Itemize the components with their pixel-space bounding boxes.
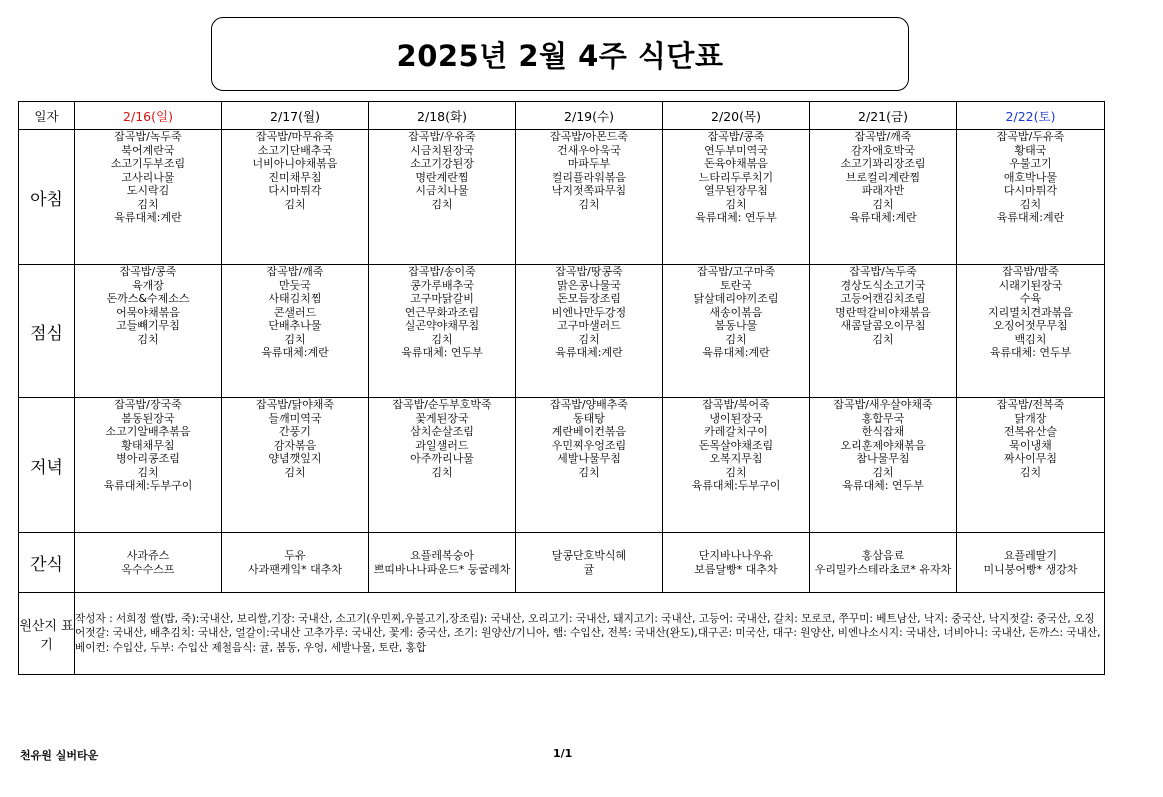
menu-item: 만둣국: [279, 278, 311, 292]
menu-item: 잡곡밥/깨죽: [266, 265, 324, 278]
lunch-label: 점심: [19, 265, 75, 398]
menu-item: 전복유산슬: [1003, 425, 1058, 438]
menu-item: 세발나물무침: [557, 452, 621, 465]
dinner-label: 저녁: [19, 398, 75, 533]
menu-item: 진미채무침: [268, 170, 322, 184]
menu-item: 콩가루배추국: [410, 278, 474, 292]
snack-cell-sun: [75, 533, 222, 593]
menu-item: 소고기알배추볶음: [105, 425, 191, 438]
menu-item: 육류대체:두부구이: [691, 479, 781, 492]
breakfast-cell-sun: [75, 130, 222, 265]
menu-item: 수육: [1019, 292, 1042, 305]
menu-item: 봄동나물: [714, 319, 758, 332]
menu-item: 잡곡밥/새우살야채죽: [833, 398, 933, 411]
dinner-cell-sun: [75, 398, 222, 533]
breakfast-row: [19, 130, 1105, 265]
menu-item: 돈모듬장조림: [557, 292, 621, 305]
menu-item: 잡곡밥/북어죽: [702, 398, 770, 411]
menu-item: 육류대체:계란: [555, 346, 623, 359]
menu-item: 잡곡밥/밤죽: [1002, 265, 1059, 278]
menu-item: 김치: [872, 465, 894, 479]
menu-item: 새콤달콤오이무침: [840, 319, 926, 332]
menu-item: 요플레복숭아: [410, 549, 474, 562]
menu-item: 명란계란찜: [415, 170, 469, 184]
menu-item: 김치: [1019, 465, 1042, 479]
menu-item: 육류대체:계란: [849, 211, 917, 224]
menu-item: 육류대체:계란: [114, 211, 182, 224]
menu-item: 미니붕어빵* 생강차: [983, 562, 1078, 576]
breakfast-cell-fri: [810, 130, 957, 265]
menu-item: 김치: [431, 197, 453, 211]
menu-item: 양념깻잎지: [268, 452, 322, 465]
page-title: 2025년 2월 4주 식단표: [396, 38, 724, 73]
menu-item: 계란베이컨볶음: [551, 425, 627, 438]
menu-item: 김치: [725, 197, 747, 211]
menu-item: 육류대체: 연두부: [842, 479, 924, 492]
menu-item: 북어계란국: [121, 143, 175, 157]
menu-item: 너비아니야채볶음: [252, 157, 338, 170]
menu-item: 사태김치찜: [268, 292, 322, 305]
menu-item: 과일샐러드: [415, 438, 469, 452]
dinner-cell-wed: [516, 398, 663, 533]
breakfast-cell-tue: [369, 130, 516, 265]
day-header-sun: 2/16(일): [75, 102, 222, 130]
menu-item: 잡곡밥/순두부호박죽: [392, 398, 492, 411]
menu-item: 오징어젓무무침: [993, 319, 1068, 332]
day-header-thu: 2/20(목): [663, 102, 810, 130]
lunch-cell-mon: [222, 265, 369, 398]
menu-table: [18, 101, 1105, 675]
menu-item: 쁘띠바나나파운드* 둥굴레차: [373, 562, 511, 576]
menu-item: 꽃게된장국: [415, 411, 469, 425]
menu-item: 시금치된장국: [410, 143, 474, 157]
menu-item: 육류대체:계란: [702, 346, 770, 359]
menu-item: 우리밀카스테라초코* 유자차: [814, 562, 952, 576]
dinner-cell-thu: [663, 398, 810, 533]
snack-cell-fri: [810, 533, 957, 593]
snack-cell-sat: [957, 533, 1105, 593]
menu-item: 단배추나물: [268, 319, 322, 332]
lunch-row: [19, 265, 1105, 398]
menu-item: 카레갈치구이: [704, 425, 768, 438]
menu-item: 연두부미역국: [704, 143, 768, 157]
menu-item: 어묵야채볶음: [116, 305, 180, 319]
menu-item: 실곤약야채무침: [404, 319, 480, 332]
menu-item: 고사리나물: [121, 170, 175, 184]
snack-cell-mon: [222, 533, 369, 593]
origin-text: 작성자 : 서희정 쌀(밥, 죽):국내산, 보리쌀,기장: 국내산, 소고기(우민찌,우불고기,장조림): 국내산, 오리고기: 국내산, 돼지고기: 국내산, 고등어: 국내산, 갈치: 모로코, 쭈꾸미: 베트남산, 낙지: 중국산, 낙지젓갈: 중국산, 오징어젓갈: 국내산, 배추김치: 국내산, 얼갈이:국내산 고추가루: 국내산, 꽃게: 중국산, 조기: 원양산/기니아, 햄: 수입산, 전복: 국내산(완도),대구곤: 미국산, 대구: 원양산, 비엔나소시지: 국내산, 너비아니: 국내산, 돈까스: 국내산, 베이컨: 수입산, 두부: 수입산 제철음식: 귤, 봄동, 우엉, 세발나물, 토란, 홍합: [75, 593, 1105, 675]
menu-item: 달콩단호박식혜: [551, 549, 627, 562]
menu-item: 병아리콩조림: [116, 452, 180, 465]
menu-item: 우민찌우엉조림: [551, 438, 627, 452]
snack-cell-thu: [663, 533, 810, 593]
menu-item: 열무된장무침: [704, 184, 768, 197]
menu-item: 요플레딸기: [1003, 549, 1058, 562]
menu-item: 다시마튀각: [268, 184, 322, 197]
lunch-cell-wed: [516, 265, 663, 398]
menu-item: 돈육야채볶음: [704, 157, 768, 170]
menu-item: 아주까리나물: [410, 452, 474, 465]
menu-item: 김치: [431, 465, 453, 479]
menu-item: 보름달빵* 대추차: [694, 562, 778, 576]
menu-item: 잡곡밥/땅콩죽: [555, 265, 623, 278]
menu-item: 두유: [284, 549, 306, 562]
menu-item: 잡곡밥/고구마죽: [696, 265, 776, 278]
menu-item: 돈까스&수제소스: [106, 292, 190, 305]
menu-item: 옥수수스프: [121, 562, 175, 576]
menu-item: 잡곡밥/양배추죽: [549, 398, 629, 411]
day-header-tue: 2/18(화): [369, 102, 516, 130]
menu-item: 소고기단배추국: [257, 143, 333, 157]
menu-item: 돈목살야채조림: [698, 438, 774, 452]
menu-item: 연근무화과조림: [404, 305, 480, 319]
breakfast-cell-thu: [663, 130, 810, 265]
menu-item: 마파두부: [567, 157, 611, 170]
menu-item: 잡곡밥/전복죽: [996, 398, 1065, 411]
day-header-fri: 2/21(금): [810, 102, 957, 130]
menu-item: 잡곡밥/콩죽: [119, 265, 177, 278]
dinner-cell-tue: [369, 398, 516, 533]
menu-item: 잡곡밥/콩죽: [707, 130, 765, 143]
menu-item: 닭개장: [1014, 411, 1047, 425]
menu-item: 묵이냉채: [1009, 438, 1052, 452]
menu-item: 봄동된장국: [121, 411, 175, 425]
menu-item: 소고기꽈리장조림: [840, 157, 926, 170]
snack-row: [19, 533, 1105, 593]
menu-item: 맑은콩나물국: [557, 278, 621, 292]
title-box: [211, 17, 909, 91]
lunch-cell-sun: [75, 265, 222, 398]
menu-item: 고등어캔김치조림: [840, 292, 926, 305]
menu-item: 컬리플라워볶음: [551, 170, 627, 184]
menu-item: 경상도식소고기국: [840, 278, 926, 292]
menu-item: 우불고기: [1009, 157, 1052, 170]
menu-item: 김치: [872, 197, 894, 211]
menu-item: 김치: [137, 465, 159, 479]
menu-item: 고구마닭갈비: [410, 292, 474, 305]
dinner-cell-mon: [222, 398, 369, 533]
menu-item: 잡곡밥/마무유죽: [255, 130, 335, 143]
menu-item: 육류대체:계란: [261, 346, 329, 359]
menu-item: 김치: [725, 465, 747, 479]
menu-item: 소고기두부조림: [110, 157, 186, 170]
menu-item: 건새우아욱국: [557, 143, 621, 157]
dinner-cell-fri: [810, 398, 957, 533]
menu-item: 황태채무침: [121, 438, 175, 452]
menu-item: 잡곡밥/우유죽: [408, 130, 476, 143]
menu-item: 김치: [1019, 197, 1042, 211]
day-header-sat: 2/22(토): [957, 102, 1105, 130]
menu-item: 김치: [284, 465, 306, 479]
menu-item: 파래자반: [861, 184, 905, 197]
lunch-cell-tue: [369, 265, 516, 398]
menu-item: 낙지젓쪽파무침: [551, 184, 627, 197]
menu-item: 잡곡밥/두유죽: [996, 130, 1065, 143]
menu-item: 시래기된장국: [998, 278, 1063, 292]
menu-item: 소고기강된장: [410, 157, 474, 170]
menu-item: 명란떡갈비야채볶음: [835, 305, 931, 319]
origin-label: 원산지 표기: [19, 593, 75, 675]
menu-item: 귤: [583, 562, 595, 576]
menu-item: 짜사이무침: [1003, 452, 1058, 465]
lunch-cell-sat: [957, 265, 1105, 398]
menu-item: 육류대체: 연두부: [989, 346, 1072, 359]
footer-org: 천유원 실버타운: [20, 749, 99, 762]
menu-item: 닭살데리야끼조림: [693, 292, 779, 305]
menu-item: 지리멸치견과볶음: [987, 305, 1073, 319]
menu-item: 사과쥬스: [126, 549, 170, 562]
menu-item: 오리훈제야채볶음: [840, 438, 926, 452]
snack-cell-wed: [516, 533, 663, 593]
menu-item: 도시락김: [126, 184, 170, 197]
menu-item: 오복지무침: [709, 452, 763, 465]
menu-item: 잡곡밥/아몬드죽: [549, 130, 629, 143]
menu-item: 김치: [872, 332, 894, 346]
menu-item: 토란국: [720, 278, 752, 292]
snack-cell-tue: [369, 533, 516, 593]
menu-item: 잡곡밥/깨죽: [854, 130, 912, 143]
menu-item: 잡곡밥/송이죽: [408, 265, 476, 278]
menu-item: 잡곡밥/녹두죽: [849, 265, 917, 278]
menu-item: 감자볶음: [273, 438, 317, 452]
breakfast-cell-wed: [516, 130, 663, 265]
date-label: 일자: [19, 102, 75, 130]
menu-item: 백김치: [1014, 332, 1047, 346]
menu-item: 김치: [137, 197, 159, 211]
dinner-cell-sat: [957, 398, 1105, 533]
lunch-cell-fri: [810, 265, 957, 398]
menu-item: 냉이된장국: [709, 411, 763, 425]
menu-item: 육류대체:두부구이: [103, 479, 193, 492]
menu-item: 황태국: [1014, 143, 1047, 157]
menu-item: 브로컬리계란찜: [845, 170, 921, 184]
menu-item: 김치: [137, 332, 159, 346]
menu-item: 육류대체: 연두부: [695, 211, 777, 224]
menu-item: 참나물무침: [856, 452, 910, 465]
menu-item: 김치: [431, 332, 453, 346]
header-row: [19, 102, 1105, 130]
menu-item: 새송이볶음: [709, 305, 763, 319]
menu-item: 김치: [725, 332, 747, 346]
day-header-wed: 2/19(수): [516, 102, 663, 130]
menu-item: 고구마샐러드: [557, 319, 621, 332]
menu-item: 잡곡밥/닭야채죽: [255, 398, 335, 411]
origin-row: [19, 593, 1105, 675]
menu-item: 김치: [284, 197, 306, 211]
menu-item: 다시마튀각: [1003, 184, 1058, 197]
menu-item: 잡곡밥/장국죽: [114, 398, 182, 411]
breakfast-cell-mon: [222, 130, 369, 265]
menu-item: 감자애호박국: [851, 143, 915, 157]
menu-item: 육개장: [132, 278, 164, 292]
footer-page: 1/1: [553, 747, 573, 760]
day-header-mon: 2/17(월): [222, 102, 369, 130]
menu-item: 홍삼음료: [861, 549, 905, 562]
menu-item: 간풍기: [279, 425, 311, 438]
lunch-cell-thu: [663, 265, 810, 398]
menu-item: 홍합무국: [861, 411, 905, 425]
menu-item: 김치: [284, 332, 306, 346]
menu-item: 콘샐러드: [273, 305, 317, 319]
breakfast-cell-sat: [957, 130, 1105, 265]
menu-item: 느타리두루치기: [698, 170, 774, 184]
menu-item: 김치: [578, 332, 600, 346]
menu-item: 들깨미역국: [268, 411, 322, 425]
menu-item: 단지바나나우유: [698, 549, 774, 562]
dinner-row: [19, 398, 1105, 533]
menu-item: 고들빼기무침: [116, 319, 180, 332]
menu-item: 애호박나물: [1003, 170, 1058, 184]
menu-item: 삼치순살조림: [410, 425, 474, 438]
menu-item: 김치: [578, 197, 600, 211]
menu-item: 잡곡밥/녹두죽: [114, 130, 182, 143]
menu-item: 비엔나만두강정: [551, 305, 627, 319]
menu-item: 사과팬케잌* 대추차: [247, 562, 342, 576]
snack-label: 간식: [19, 533, 75, 593]
menu-item: 한식잡채: [861, 425, 905, 438]
breakfast-label: 아침: [19, 130, 75, 265]
menu-item: 육류대체: 연두부: [401, 346, 483, 359]
menu-item: 시금치나물: [415, 184, 469, 197]
menu-item: 김치: [578, 465, 600, 479]
menu-item: 육류대체:계란: [996, 211, 1065, 224]
menu-item: 동태탕: [573, 411, 605, 425]
